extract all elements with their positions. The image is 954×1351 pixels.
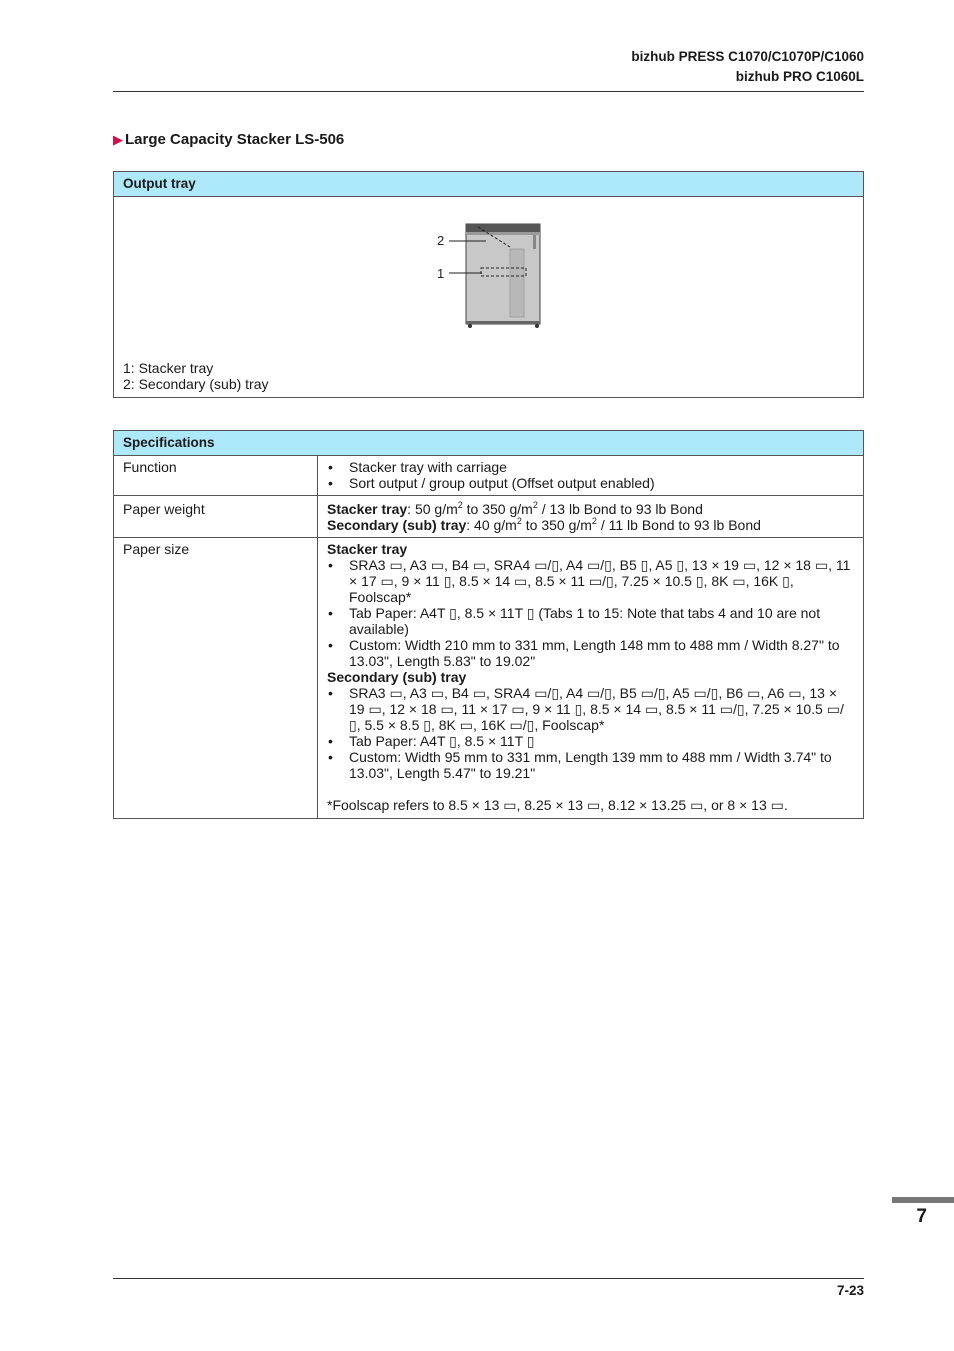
specifications-box	[113, 430, 864, 819]
list-item: • Custom: Width 95 mm to 331 mm, Length 139 mm to 488 mm / Width 3.74" to 13.03", Length 5.47" to 19.21"	[327, 749, 855, 781]
list-item: • SRA3 ▭, A3 ▭, B4 ▭, SRA4 ▭/▯, A4 ▭/▯, B5 ▯, A5 ▯, 13 × 19 ▭, 12 × 18 ▭, 11 × 17 ▭, 9 × 11 ▯, 8.5 × 14 ▭, 8.5 × 11 ▭/▯, 7.25 × 10.5 ▯, 8K ▭, 16K ▯, Foolscap*	[327, 557, 855, 605]
chapter-number: 7	[916, 1206, 927, 1227]
weight-text: : 40 g/m	[466, 517, 517, 533]
weight-text: to 350 g/m	[462, 501, 533, 517]
list-item: • Tab Paper: A4T ▯, 8.5 × 11T ▯	[327, 733, 855, 749]
legend-stacker-tray: 1: Stacker tray	[123, 360, 214, 376]
chapter-tab-bar	[892, 1197, 954, 1203]
table-row	[114, 496, 863, 538]
paper-weight-label: Paper weight	[114, 496, 318, 538]
paper-size-label: Paper size	[114, 538, 318, 819]
list-item: • Stacker tray with carriage	[327, 459, 855, 475]
paper-size-value	[318, 538, 864, 819]
footer-rule	[113, 1278, 864, 1279]
secondary-label: Secondary (sub) tray	[327, 517, 467, 533]
stacker-top-band	[466, 232, 540, 235]
callout-label-1: 1	[437, 266, 445, 281]
weight-text: : 50 g/m	[407, 501, 458, 517]
paper-weight-stacker	[327, 501, 855, 517]
triangle-arrow-icon: ▶	[113, 132, 123, 147]
header-rule	[113, 91, 864, 92]
function-label: Function	[114, 456, 318, 496]
stacker-handle	[533, 235, 536, 249]
table-row	[114, 538, 863, 819]
stacker-base	[466, 321, 540, 324]
foolscap-footnote: *Foolscap refers to 8.5 × 13 ▭, 8.25 × 13 ▭, 8.12 × 13.25 ▭, or 8 × 13 ▭.	[327, 797, 788, 813]
stacker-label: Stacker tray	[327, 501, 408, 517]
paper-weight-value	[318, 496, 864, 538]
stacker-body	[466, 224, 540, 324]
superscript: 2	[457, 500, 463, 510]
table-row	[114, 456, 863, 496]
stacker-wheel-right	[535, 324, 539, 328]
paper-size-secondary-heading: Secondary (sub) tray	[327, 669, 467, 685]
legend-secondary-tray: 2: Secondary (sub) tray	[123, 376, 269, 392]
weight-text: to 350 g/m	[521, 517, 592, 533]
output-tray-box	[113, 171, 864, 398]
specifications-table	[114, 455, 863, 818]
list-item: • Sort output / group output (Offset output enabled)	[327, 475, 855, 491]
header-model-line-1: bizhub PRESS C1070/C1070P/C1060	[631, 49, 864, 64]
list-item: • Tab Paper: A4T ▯, 8.5 × 11T ▯ (Tabs 1 to 15: Note that tabs 4 and 10 are not available)	[327, 605, 855, 637]
weight-text: / 11 lb Bond to 93 lb Bond	[596, 517, 761, 533]
weight-text: / 13 lb Bond to 93 lb Bond	[537, 501, 703, 517]
superscript: 2	[516, 516, 522, 526]
page-number: 7-23	[836, 1283, 864, 1298]
list-item: • SRA3 ▭, A3 ▭, B4 ▭, SRA4 ▭/▯, A4 ▭/▯, B5 ▭/▯, A5 ▭/▯, B6 ▭, A6 ▭, 13 × 19 ▭, 12 × 18 ▭, 11 × 17 ▭, 9 × 11 ▯, 8.5 × 14 ▭, 8.5 × 11 ▭/▯, 7.25 × 10.5 ▭/▯, 5.5 × 8.5 ▯, 8K ▭, 16K ▭/▯, Foolscap*	[327, 685, 855, 733]
specifications-heading: Specifications	[114, 431, 863, 455]
paper-weight-secondary	[327, 517, 855, 533]
output-tray-figure-area	[114, 197, 863, 397]
superscript: 2	[532, 500, 538, 510]
output-tray-legend	[123, 360, 269, 392]
paper-size-stacker-heading: Stacker tray	[327, 541, 408, 557]
stacker-wheel-left	[468, 324, 472, 328]
spacer	[327, 781, 855, 797]
callout-label-2: 2	[437, 233, 445, 248]
stacker-side-panel	[510, 249, 524, 317]
header-model-line-2: bizhub PRO C1060L	[735, 69, 864, 84]
superscript: 2	[591, 516, 597, 526]
function-value	[318, 456, 864, 496]
output-tray-heading: Output tray	[114, 172, 863, 197]
stacker-illustration	[114, 197, 863, 357]
section-title-text: Large Capacity Stacker LS-506	[125, 131, 345, 148]
list-item: • Custom: Width 210 mm to 331 mm, Length 148 mm to 488 mm / Width 8.27" to 13.03", Length 5.83" to 19.02"	[327, 637, 855, 669]
section-title	[113, 131, 344, 148]
stacker-top-cover	[466, 224, 540, 232]
